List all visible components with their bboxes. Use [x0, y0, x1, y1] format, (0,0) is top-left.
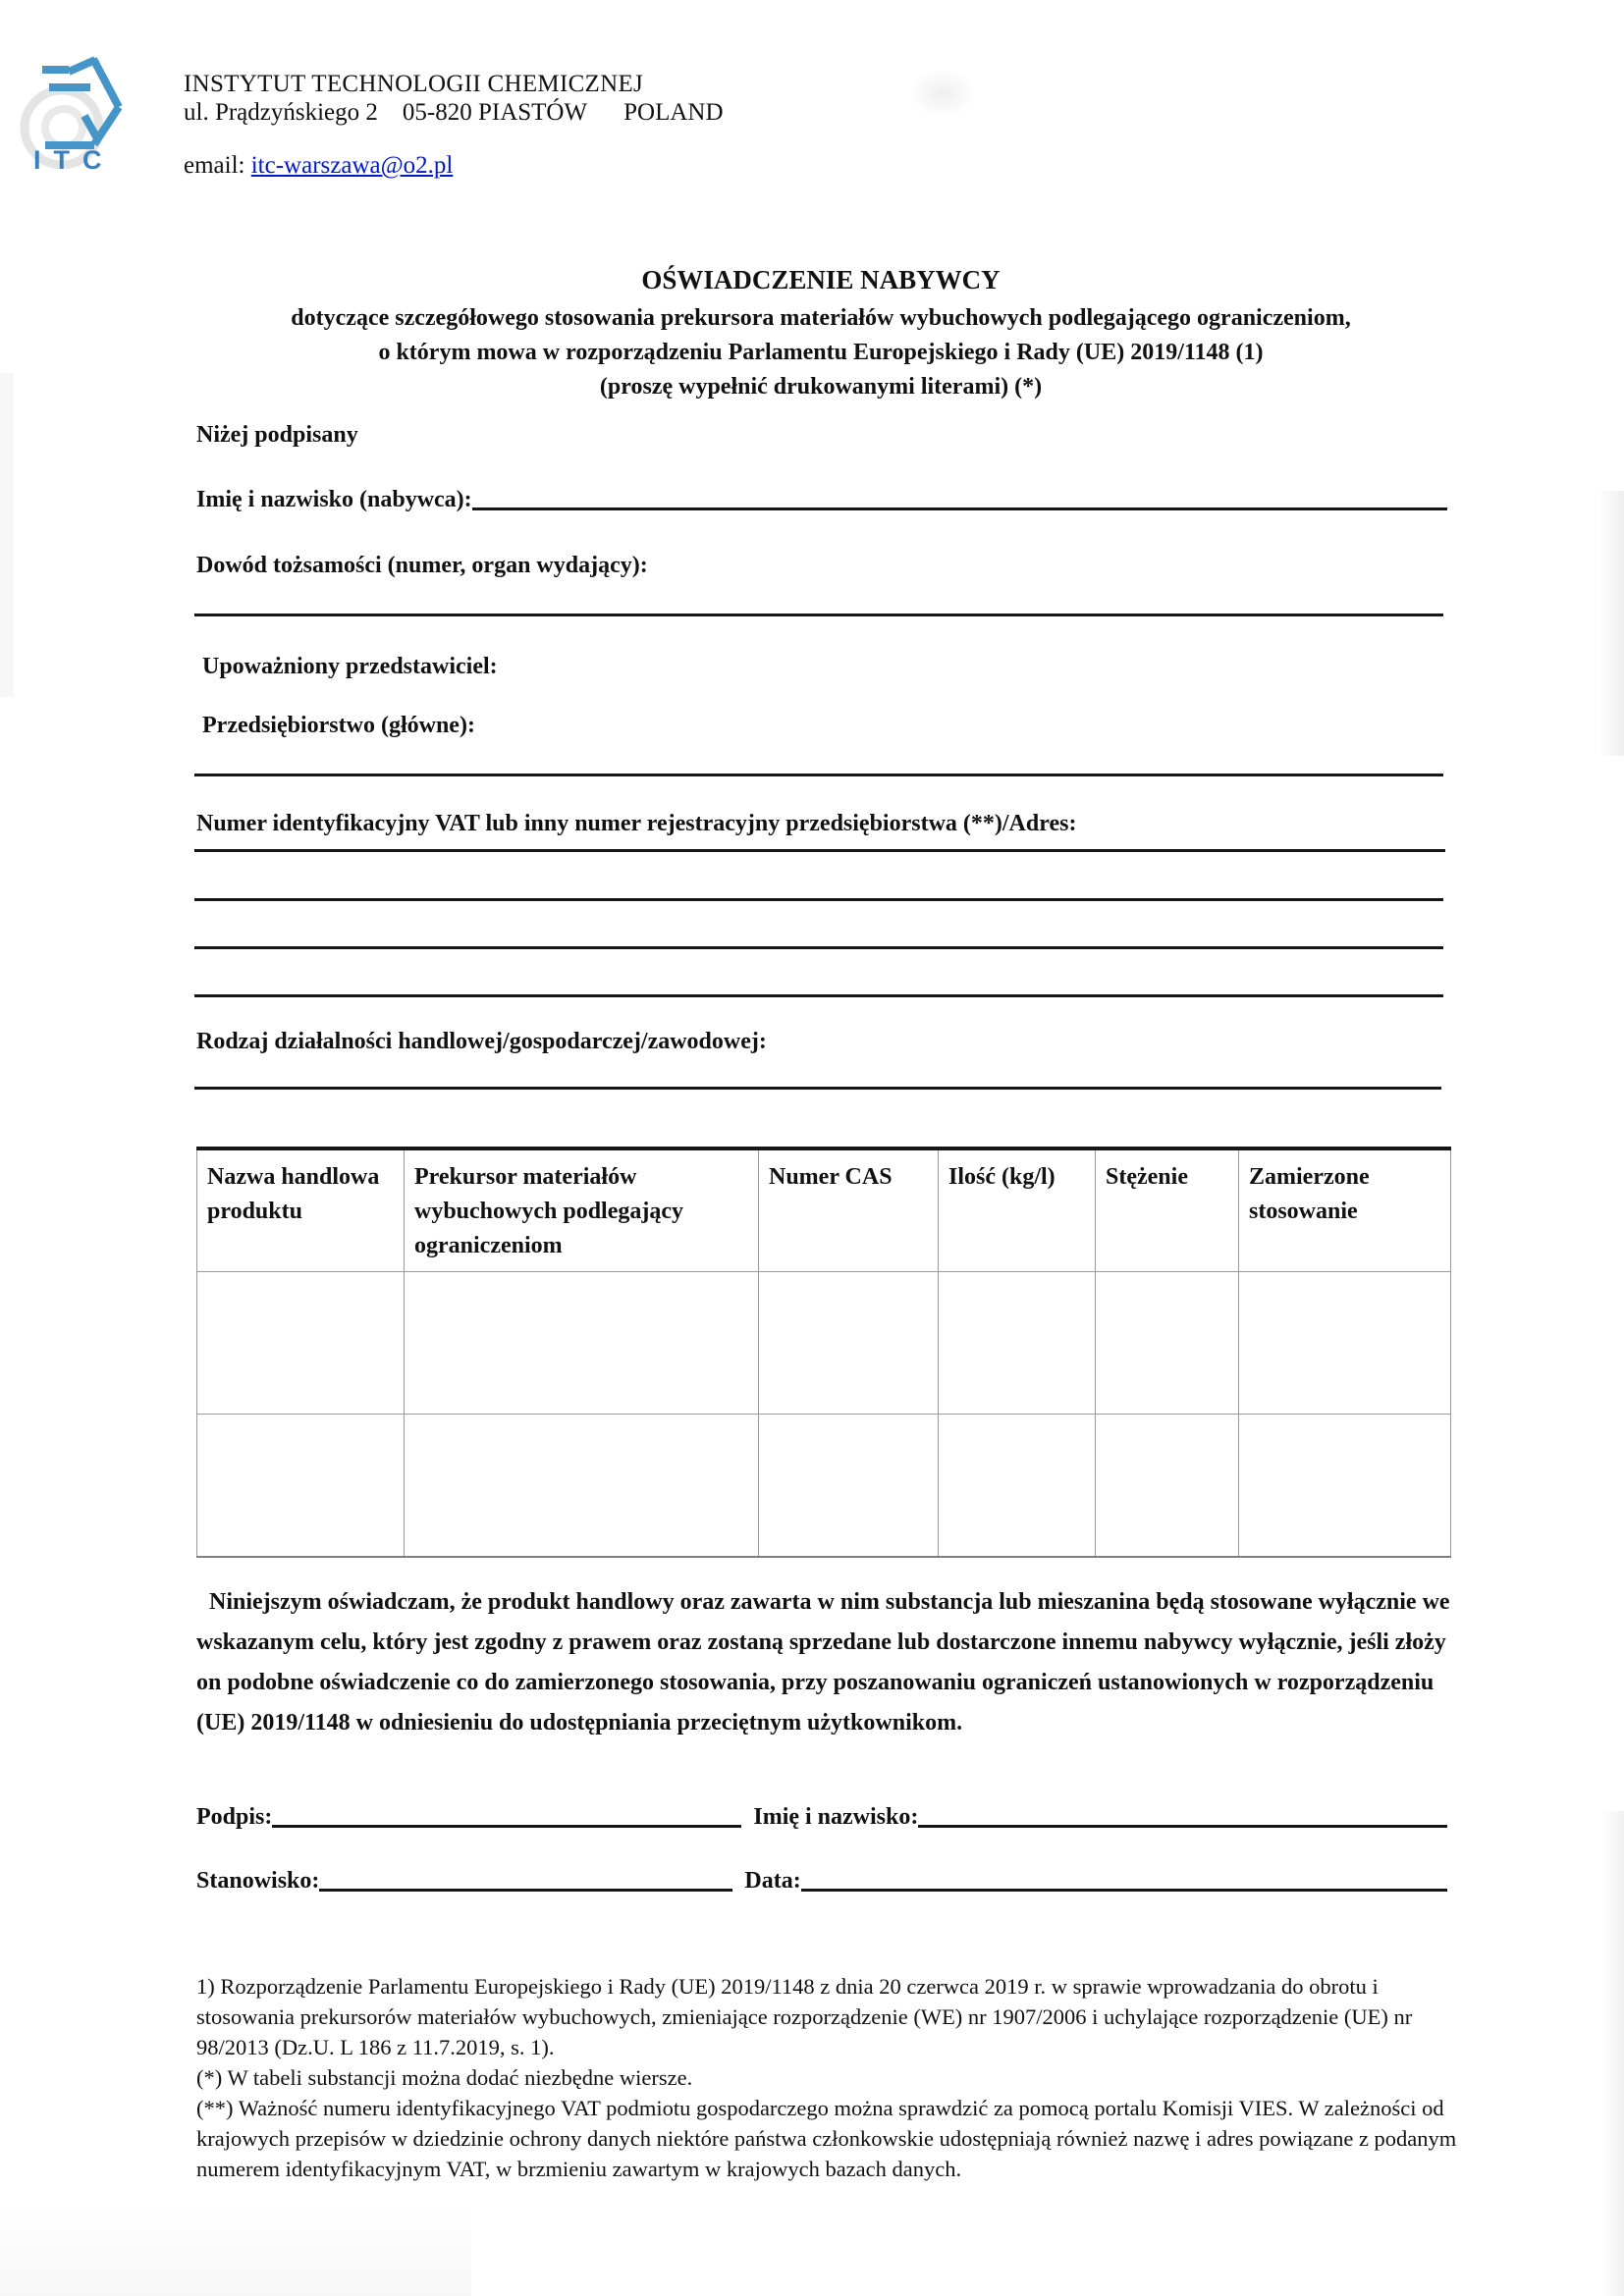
fullname-label: Imię i nazwisko: — [753, 1804, 919, 1830]
position-line — [319, 1888, 732, 1892]
footnote-vat-vies: (**) Ważność numeru identyfikacyjnego VAT podmiotu gospodarczego można sprawdzić za pomocą portalu Komisji VIES. W zależności od krajowych przepisów w dziedzinie ochrony danych niektóre państwa członkowskie udostępniają również nazwę i adres powiązane z podanym numerem identyfikacyjnym VAT, w brzmieniu zawartym w krajowych bazach danych. — [196, 2096, 1457, 2181]
date-line — [801, 1888, 1447, 1892]
col-header-intended-use: Zamierzone stosowanie — [1239, 1148, 1451, 1272]
scan-artifact — [0, 373, 14, 697]
footnote-regulation: 1) Rozporządzenie Parlamentu Europejskiego i Rady (UE) 2019/1148 z dnia 20 czerwca 2019 r. w sprawie wprowadzania do obrotu i stosowania prekursorów materiałów wybuchowych, zmieniające rozporządzenie (WE) nr 1907/2006 i uchylające rozporządzenie (UE) nr 98/2013 (Dz.U. L 186 z 11.7.2019, s. 1). — [196, 1974, 1413, 2059]
institute-name: INSTYTUT TECHNOLOGII CHEMICZNEJ — [184, 71, 644, 97]
buyer-name-line — [472, 507, 1447, 510]
id-document-label: Dowód tożsamości (numer, organ wydający): — [196, 553, 648, 578]
vat-line-3 — [194, 946, 1443, 949]
scan-artifact — [0, 2207, 471, 2296]
col-header-product-name: Nazwa handlowa produktu — [197, 1148, 405, 1272]
col-header-precursor: Prekursor materiałów wybuchowych podlegający ograniczeniom — [405, 1148, 759, 1272]
table-cell — [197, 1415, 405, 1558]
table-cell — [1239, 1415, 1451, 1558]
col-header-concentration: Stężenie — [1096, 1148, 1239, 1272]
col-header-quantity: Ilość (kg/l) — [939, 1148, 1096, 1272]
email-label: email: — [184, 152, 251, 179]
signature-label: Podpis: — [196, 1804, 273, 1830]
declaration-paragraph: Niniejszym oświadczam, że produkt handlowy oraz zawarta w nim substancja lub mieszanina będą stosowane wyłącznie we wskazanym celu, który jest zgodny z prawem oraz zostaną sprzedane lub dostarczone innemu nabywcy wyłącznie, jeśli złoży on podobne oświadczenie co do zamierzonego stosowania, przy poszanowaniu ograniczeń ustanowionych w rozporządzeniu (UE) 2019/1148 w odniesieniu do udostępniania przeciętnym użytkownikom. — [196, 1589, 1450, 1735]
title-block — [191, 265, 1450, 404]
table-cell — [405, 1415, 759, 1558]
table-cell — [759, 1272, 939, 1415]
representative-label: Upoważniony przedstawiciel: — [202, 654, 498, 679]
table-cell — [197, 1272, 405, 1415]
fullname-line — [918, 1824, 1447, 1828]
table-cell — [405, 1272, 759, 1415]
document-subtitle-line1: dotyczące szczegółowego stosowania prekursora materiałów wybuchowych podlegającego ograniczeniom, — [291, 305, 1351, 331]
activity-line — [194, 1087, 1441, 1090]
table-cell — [1239, 1272, 1451, 1415]
signature-row-2 — [196, 1868, 1447, 1895]
table-cell — [759, 1415, 939, 1558]
table-cell — [939, 1272, 1096, 1415]
activity-label: Rodzaj działalności handlowej/gospodarczej/zawodowej: — [196, 1029, 767, 1054]
vat-number-label: Numer identyfikacyjny VAT lub inny numer rejestracyjny przedsiębiorstwa (**)/Adres: — [196, 811, 1077, 836]
document-subtitle-line3: (proszę wypełnić drukowanymi literami) (*) — [599, 374, 1043, 400]
signature-row-1 — [196, 1804, 1447, 1831]
date-label: Data: — [744, 1868, 801, 1894]
institute-address: ul. Prądzyńskiego 2 05-820 PIASTÓW POLAND — [184, 99, 724, 126]
document-title: OŚWIADCZENIE NABYWCY — [641, 265, 1001, 294]
table-cell — [939, 1415, 1096, 1558]
buyer-name-field — [196, 487, 1447, 513]
email-link[interactable]: itc-warszawa@o2.pl — [250, 152, 454, 179]
email-row — [184, 152, 453, 180]
itc-logo-text: ITC — [33, 145, 115, 175]
vat-line-2 — [194, 898, 1443, 901]
buyer-name-label: Imię i nazwisko (nabywca): — [196, 487, 472, 512]
footnote-table-rows: (*) W tabeli substancji można dodać niezbędne wiersze. — [196, 2065, 693, 2090]
company-label: Przedsiębiorstwo (główne): — [202, 713, 475, 738]
table-header-row — [197, 1148, 1451, 1272]
company-line — [194, 774, 1443, 776]
footnotes-block — [196, 1971, 1465, 2184]
substances-table — [196, 1147, 1451, 1558]
document-subtitle-line2: o którym mowa w rozporządzeniu Parlamentu Europejskiego i Rady (UE) 2019/1148 (1) — [378, 340, 1264, 365]
scan-artifact — [908, 69, 977, 118]
table-cell — [1096, 1415, 1239, 1558]
table-row — [197, 1272, 1451, 1415]
id-document-line — [194, 614, 1443, 616]
col-header-cas-number: Numer CAS — [759, 1148, 939, 1272]
scan-artifact — [1602, 1811, 1624, 2296]
position-label: Stanowisko: — [196, 1868, 320, 1894]
intro-text: Niżej podpisany — [196, 422, 358, 448]
table-cell — [1096, 1272, 1239, 1415]
scan-artifact — [1598, 491, 1624, 756]
vat-line-4 — [194, 994, 1443, 997]
table-row — [197, 1415, 1451, 1558]
vat-line-1 — [194, 849, 1445, 852]
signature-line — [272, 1824, 741, 1828]
